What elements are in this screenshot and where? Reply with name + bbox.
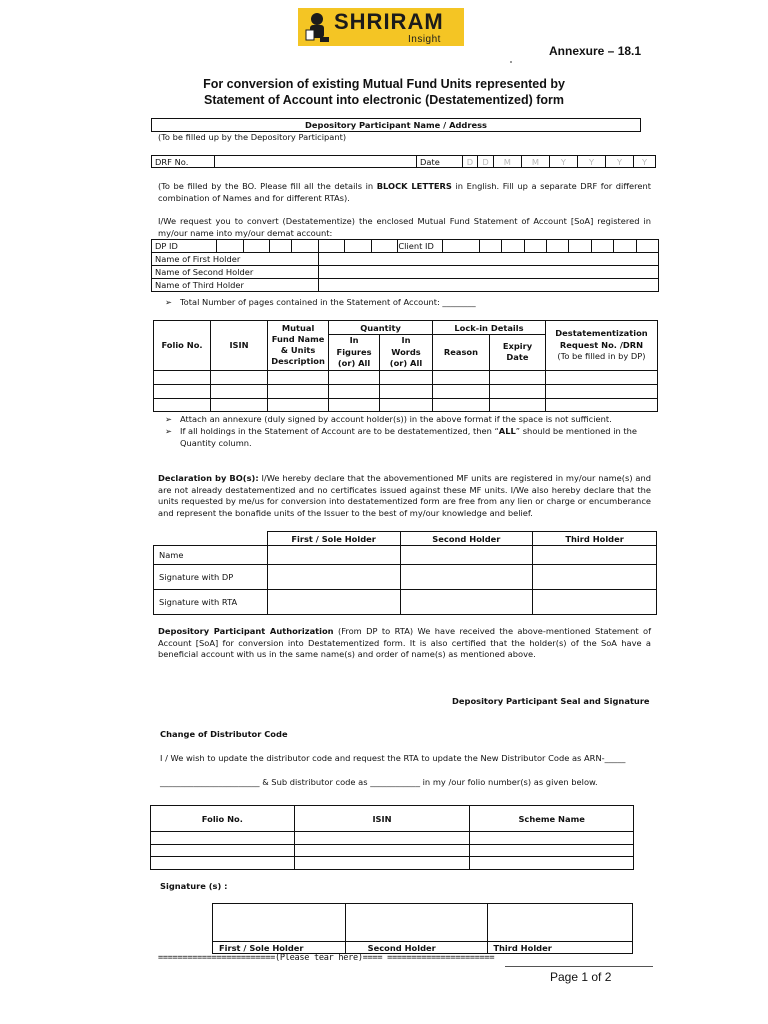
lockin-header: Lock-in Details	[432, 321, 545, 335]
units-cell[interactable]	[154, 398, 211, 411]
dp-name-heading: Depository Participant Name / Address	[152, 119, 641, 132]
mutual-fund-header-line: Description	[271, 356, 325, 367]
mutual-fund-header-line: Fund Name	[271, 334, 325, 345]
holder-name-field[interactable]	[533, 546, 657, 565]
date-cell[interactable]: M	[521, 156, 549, 168]
declaration-label: Declaration by BO(s):	[158, 473, 259, 483]
date-cell[interactable]: Y	[634, 156, 656, 168]
client-id-label-cell	[443, 240, 480, 253]
reason-header: Reason	[432, 335, 489, 371]
holders-row-label: Signature with DP	[154, 565, 268, 590]
folio-cell[interactable]	[294, 857, 470, 870]
units-cell[interactable]	[380, 370, 433, 384]
client-id-digit[interactable]	[479, 240, 501, 253]
expiry-header-line: Expiry	[502, 340, 533, 351]
in-words-line: (or) All	[389, 358, 423, 368]
mutual-fund-header-line: Mutual	[281, 323, 315, 334]
mutual-fund-header-line: & Units	[280, 345, 316, 356]
footer-divider	[505, 966, 653, 967]
folio-row	[151, 832, 634, 845]
units-cell[interactable]	[268, 370, 329, 384]
units-cell[interactable]	[154, 384, 211, 398]
signature-dp-field[interactable]	[400, 565, 533, 590]
signature-rta-field[interactable]	[533, 590, 657, 615]
signature-box[interactable]	[345, 904, 488, 942]
annexure-bullet-text: Attach an annexure (duly signed by account holder(s)) in the above format if the space is not sufficient.	[180, 414, 612, 424]
units-cell[interactable]	[545, 384, 657, 398]
distributor-line2: ________________________ & Sub distributor code as ____________ in my /our folio number(s) as given below.	[160, 777, 598, 787]
units-cell[interactable]	[432, 384, 489, 398]
client-id-digit[interactable]	[614, 240, 636, 253]
arrow-bullet-icon: ➢	[165, 414, 172, 424]
units-cell[interactable]	[211, 398, 268, 411]
form-title-line1: For conversion of existing Mutual Fund Units represented by	[203, 77, 565, 91]
drf-row	[151, 155, 656, 168]
units-cell[interactable]	[432, 398, 489, 411]
first-holder-field[interactable]	[318, 253, 658, 266]
client-id-label: Client ID	[398, 240, 443, 253]
signature-boxes	[212, 903, 633, 954]
conversion-request-text: I/We request you to convert (Destatementize) the enclosed Mutual Fund Statement of Account [SoA] registered in my/our name into my/our demat account:	[158, 216, 651, 238]
holder-column-header: Second Holder	[400, 532, 533, 546]
folio-column-header: ISIN	[294, 806, 470, 832]
signature-caption: Third Holder	[488, 942, 633, 954]
bo-instructions-part1: (To be filled by the BO. Please fill all the details in	[158, 181, 377, 191]
pages-bullet-text: Total Number of pages contained in the Statement of Account: ________	[180, 297, 476, 307]
units-table-row	[154, 384, 658, 398]
date-cell[interactable]: M	[493, 156, 521, 168]
folio-column-header: Scheme Name	[470, 806, 634, 832]
signature-dp-field[interactable]	[533, 565, 657, 590]
folio-cell[interactable]	[294, 845, 470, 857]
declaration-text: I/We hereby declare that the abovementioned MF units are registered in my/our name(s) and are not already destatementized and no certificates issued against these MF units. I/We also hereby declare that the units requested by me/us for conversion into destatementized form are free from any lien or charge or encumberance and represent the bonafide units of the Issuer to the best of my/our knowledge and belief.	[158, 473, 651, 518]
mascot-icon	[304, 11, 330, 43]
third-holder-field[interactable]	[318, 279, 658, 292]
annexure-number: Annexure – 18.1	[549, 44, 642, 58]
block-letters-emphasis: BLOCK LETTERS	[376, 181, 452, 191]
second-holder-label: Name of Second Holder	[152, 266, 319, 279]
in-figures-line: Figures	[336, 346, 372, 357]
signature-caption: First / Sole Holder	[213, 942, 346, 954]
folio-cell[interactable]	[470, 832, 634, 845]
account-details-table	[151, 239, 659, 292]
signature-box[interactable]	[488, 904, 633, 942]
signature-dp-field[interactable]	[267, 565, 400, 590]
folio-row	[151, 857, 634, 870]
units-table	[153, 320, 658, 412]
date-cell[interactable]: Y	[549, 156, 577, 168]
all-holdings-part2: ” should be mentioned in the Quantity column.	[180, 426, 638, 448]
annexure-bullet	[165, 414, 651, 426]
units-cell[interactable]	[380, 384, 433, 398]
date-cell[interactable]: Y	[577, 156, 605, 168]
holders-row-label: Name	[154, 546, 268, 565]
folio-row	[151, 845, 634, 857]
holder-name-field[interactable]	[400, 546, 533, 565]
dp-id-digit[interactable]	[292, 240, 318, 253]
third-holder-label: Name of Third Holder	[152, 279, 319, 292]
mutual-fund-header	[268, 321, 329, 371]
folio-cell[interactable]	[151, 857, 295, 870]
second-holder-field[interactable]	[318, 266, 658, 279]
units-cell[interactable]	[489, 370, 545, 384]
in-words-line: Words	[391, 346, 421, 357]
units-cell[interactable]	[545, 398, 657, 411]
in-figures-line: In	[349, 335, 359, 345]
all-holdings-text	[165, 426, 651, 449]
dp-authorization-label: Depository Participant Authorization	[158, 626, 334, 636]
dp-id-digit[interactable]	[371, 240, 397, 253]
bo-instructions	[158, 181, 651, 204]
units-table-row	[154, 370, 658, 384]
units-cell[interactable]	[211, 370, 268, 384]
drf-label: DRF No.	[152, 156, 215, 168]
signature-rta-field[interactable]	[267, 590, 400, 615]
client-id-digit[interactable]	[591, 240, 613, 253]
all-holdings-part1: If all holdings in the Statement of Account are to be destatementized, then “	[180, 426, 499, 436]
dp-name-address-box	[151, 118, 641, 132]
folio-cell[interactable]	[470, 845, 634, 857]
signature-rta-field[interactable]	[400, 590, 533, 615]
in-figures-header	[329, 335, 380, 371]
drf-number-field[interactable]	[215, 156, 417, 168]
units-cell[interactable]	[211, 384, 268, 398]
dp-id-digit[interactable]	[243, 240, 269, 253]
folio-cell[interactable]	[470, 857, 634, 870]
arrow-bullet-icon: ➢	[165, 426, 172, 436]
in-words-line: In	[401, 335, 411, 345]
first-holder-label: Name of First Holder	[152, 253, 319, 266]
units-cell[interactable]	[329, 398, 380, 411]
client-id-digit[interactable]	[502, 240, 524, 253]
destat-header	[545, 321, 657, 371]
in-words-header	[380, 335, 433, 371]
logo-word: SHRIRAM	[334, 9, 444, 34]
signature-box[interactable]	[213, 904, 346, 942]
date-cell[interactable]: D	[478, 156, 494, 168]
client-id-digit[interactable]	[546, 240, 568, 253]
dp-authorization-paragraph	[158, 626, 651, 661]
dp-id-digit[interactable]	[270, 240, 292, 253]
holder-column-header: Third Holder	[533, 532, 657, 546]
folio-header: Folio No.	[154, 321, 211, 371]
folio-cell[interactable]	[151, 832, 295, 845]
expiry-header-line: Date	[506, 352, 529, 363]
dp-id-digit[interactable]	[217, 240, 243, 253]
units-cell[interactable]	[489, 384, 545, 398]
folio-table	[150, 805, 634, 870]
folio-cell[interactable]	[294, 832, 470, 845]
dp-seal-signature: Depository Participant Seal and Signature	[452, 696, 650, 706]
units-cell[interactable]	[329, 384, 380, 398]
date-cell[interactable]: Y	[606, 156, 634, 168]
holder-column-header: First / Sole Holder	[267, 532, 400, 546]
folio-column-header: Folio No.	[151, 806, 295, 832]
holder-name-field[interactable]	[267, 546, 400, 565]
dp-authorization-text: (From DP to RTA) We have received the above-mentioned Statement of Account [SoA] for conversion into Destatementized form. It is also certified that the holder(s) of the SoA have a beneficial account with us in the same name(s) and order of name(s) as mentioned above.	[158, 626, 651, 660]
units-cell[interactable]	[268, 384, 329, 398]
all-emphasis: ALL	[498, 426, 516, 436]
destat-header-line: Destatementization	[555, 328, 648, 338]
destat-header-note: (To be filled in by DP)	[557, 351, 646, 361]
units-cell[interactable]	[154, 370, 211, 384]
dp-fill-note: (To be filled up by the Depository Participant)	[158, 132, 347, 142]
tear-line: ========================(Please tear here)==== ======================	[158, 953, 495, 963]
shriram-insight-logo	[298, 8, 464, 46]
dp-id-digit[interactable]	[345, 240, 371, 253]
form-title	[150, 76, 618, 108]
dp-id-label: DP ID	[152, 240, 217, 253]
signatures-label: Signature (s) :	[160, 881, 228, 891]
expiry-header	[489, 335, 545, 371]
client-id-digit[interactable]	[636, 240, 658, 253]
units-cell[interactable]	[268, 398, 329, 411]
isin-header: ISIN	[211, 321, 268, 371]
destat-header-line: Request No. /DRN	[559, 339, 644, 350]
holders-corner	[154, 532, 268, 546]
units-table-row	[154, 398, 658, 411]
holders-row-label: Signature with RTA	[154, 590, 268, 615]
folio-cell[interactable]	[151, 845, 295, 857]
units-cell[interactable]	[329, 370, 380, 384]
arrow-bullet-icon: ➢	[165, 297, 172, 307]
declaration-paragraph	[158, 473, 651, 519]
units-cell[interactable]	[545, 370, 657, 384]
units-cell[interactable]	[380, 398, 433, 411]
signature-caption: Second Holder	[345, 942, 488, 954]
holders-table	[153, 531, 657, 615]
client-id-digit[interactable]	[524, 240, 546, 253]
date-label: Date	[416, 156, 462, 168]
form-title-line2: Statement of Account into electronic (Destatementized) form	[204, 93, 564, 107]
dp-id-digit[interactable]	[318, 240, 344, 253]
units-cell[interactable]	[432, 370, 489, 384]
change-distributor-heading: Change of Distributor Code	[160, 729, 288, 739]
page-number: Page 1 of 2	[550, 970, 612, 984]
units-cell[interactable]	[489, 398, 545, 411]
scan-mark	[510, 61, 512, 63]
in-figures-line: (or) All	[337, 358, 371, 368]
distributor-line1: I / We wish to update the distributor code and request the RTA to update the New Distributor Code as ARN-_____	[160, 753, 626, 763]
client-id-digit[interactable]	[569, 240, 591, 253]
date-cell[interactable]: D	[462, 156, 478, 168]
all-holdings-bullet	[165, 426, 651, 449]
logo-subtitle: Insight	[408, 34, 441, 45]
bo-instructions-part2: in English. Fill up a separate DRF for different combination of Names and for different RTAs).	[158, 181, 651, 203]
pages-bullet	[165, 297, 651, 309]
quantity-header: Quantity	[329, 321, 433, 335]
